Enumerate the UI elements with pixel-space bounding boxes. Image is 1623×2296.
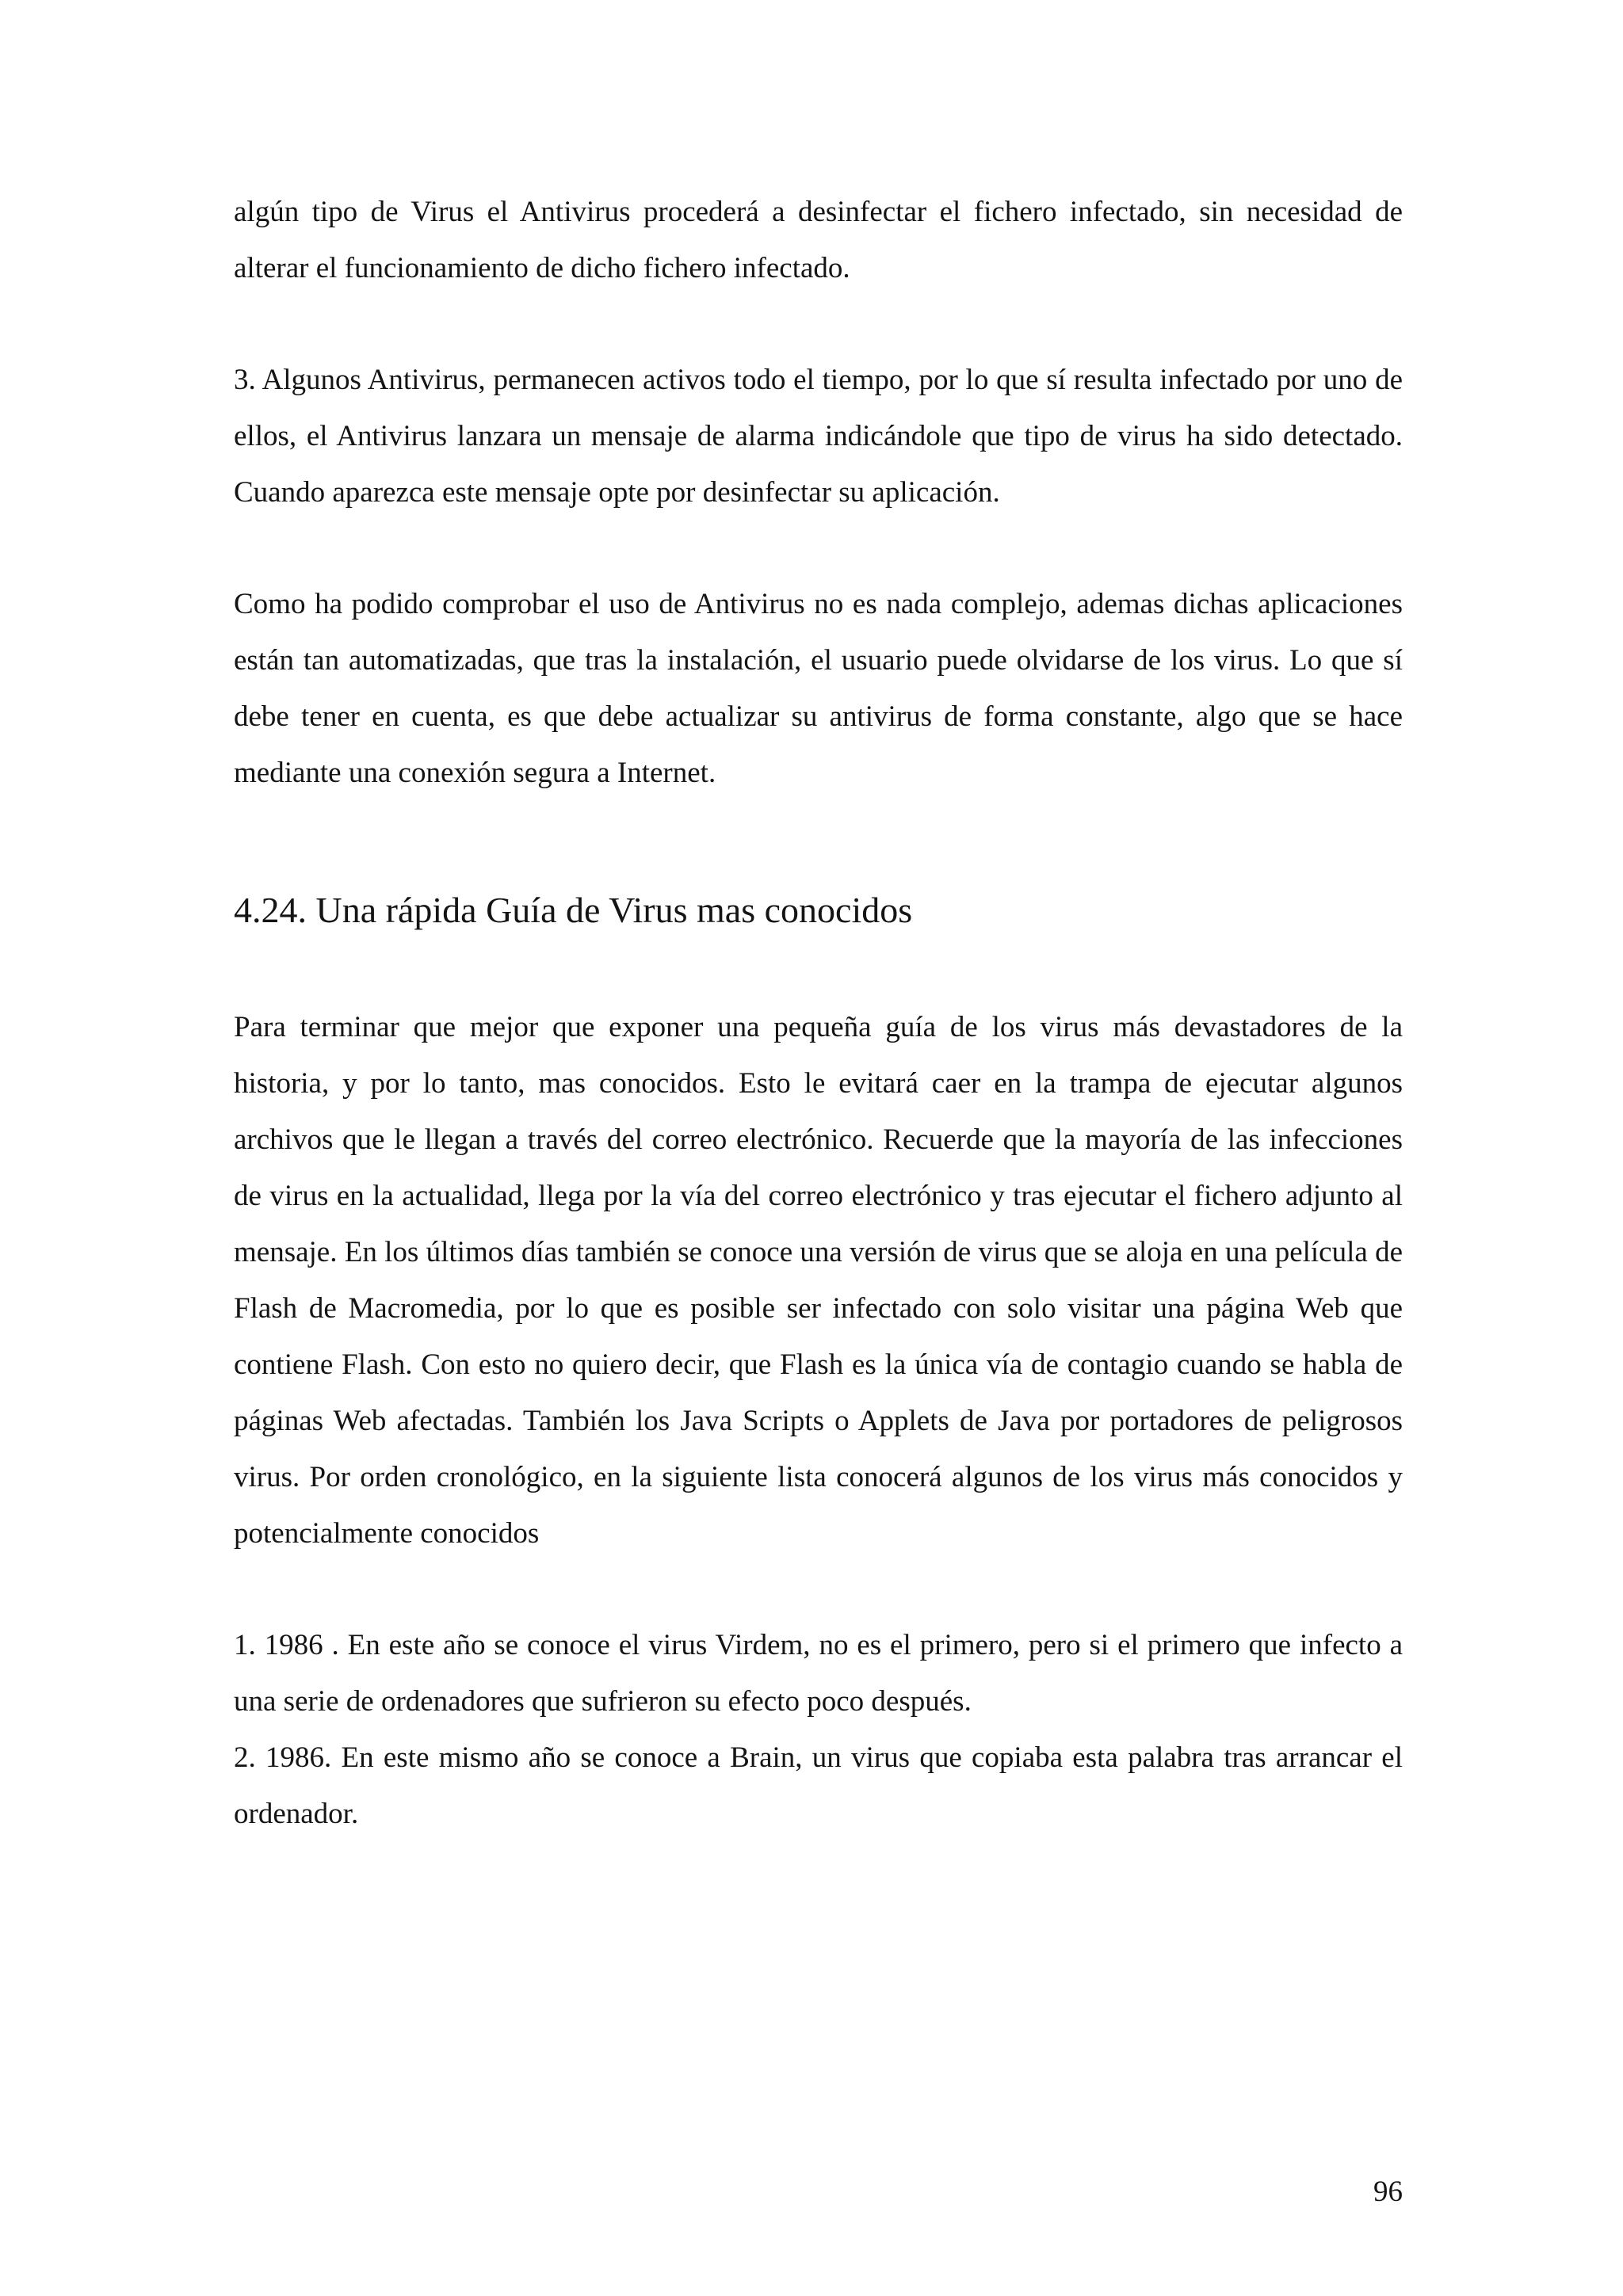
virus-list [234,1617,1403,1842]
paragraph-antivirus-alarm: 3. Algunos Antivirus, permanecen activos todo el tiempo, por lo que sí resulta infectado por uno de ellos, el Antivirus lanzara un mensaje de alarma indicándole que tipo de virus ha sido detectado. Cuando aparezca este mensaje opte por desinfectar su aplicación. [234,364,1403,509]
section-heading: 4.24. Una rápida Guía de Virus mas conocidos [234,890,913,930]
list-item: 1. 1986 . En este año se conoce el virus Virdem, no es el primero, pero si el primero que infecto a una serie de ordenadores que sufrieron su efecto poco después. [234,1629,1403,1718]
section-intro-paragraph: Para terminar que mejor que exponer una pequeña guía de los virus más devastadores de la historia, y por lo tanto, mas conocidos. Esto le evitará caer en la trampa de ejecutar algunos archivos que le llegan a través del correo electrónico. Recuerde que la mayoría de las infecciones de virus en la actualidad, llega por la vía del correo electrónico y tras ejecutar el fichero adjunto al mensaje. En los últimos días también se conoce una versión de virus que se aloja en una película de Flash de Macromedia, por lo que es posible ser infectado con solo visitar una página Web que contiene Flash. Con esto no quiero decir, que Flash es la única vía de contagio cuando se habla de páginas Web afectadas. También los Java Scripts o Applets de Java por portadores de peligrosos virus. Por orden cronológico, en la siguiente lista conocerá algunos de los virus más conocidos y potencialmente conocidos [234,1011,1403,1550]
paragraph-continuation: algún tipo de Virus el Antivirus procederá a desinfectar el fichero infectado, sin necesidad de alterar el funcionamiento de dicho fichero infectado. [234,196,1403,284]
page-number: 96 [1373,2176,1403,2208]
page-body [234,184,1403,1842]
paragraph-antivirus-summary: Como ha podido comprobar el uso de Antivirus no es nada complejo, ademas dichas aplicaciones están tan automatizadas, que tras la instalación, el usuario puede olvidarse de los virus. Lo que sí debe tener en cuenta, es que debe actualizar su antivirus de forma constante, algo que se hace mediante una conexión segura a Internet. [234,588,1403,789]
list-item: 2. 1986. En este mismo año se conoce a Brain, un virus que copiaba esta palabra tras arrancar el ordenador. [234,1741,1403,1830]
